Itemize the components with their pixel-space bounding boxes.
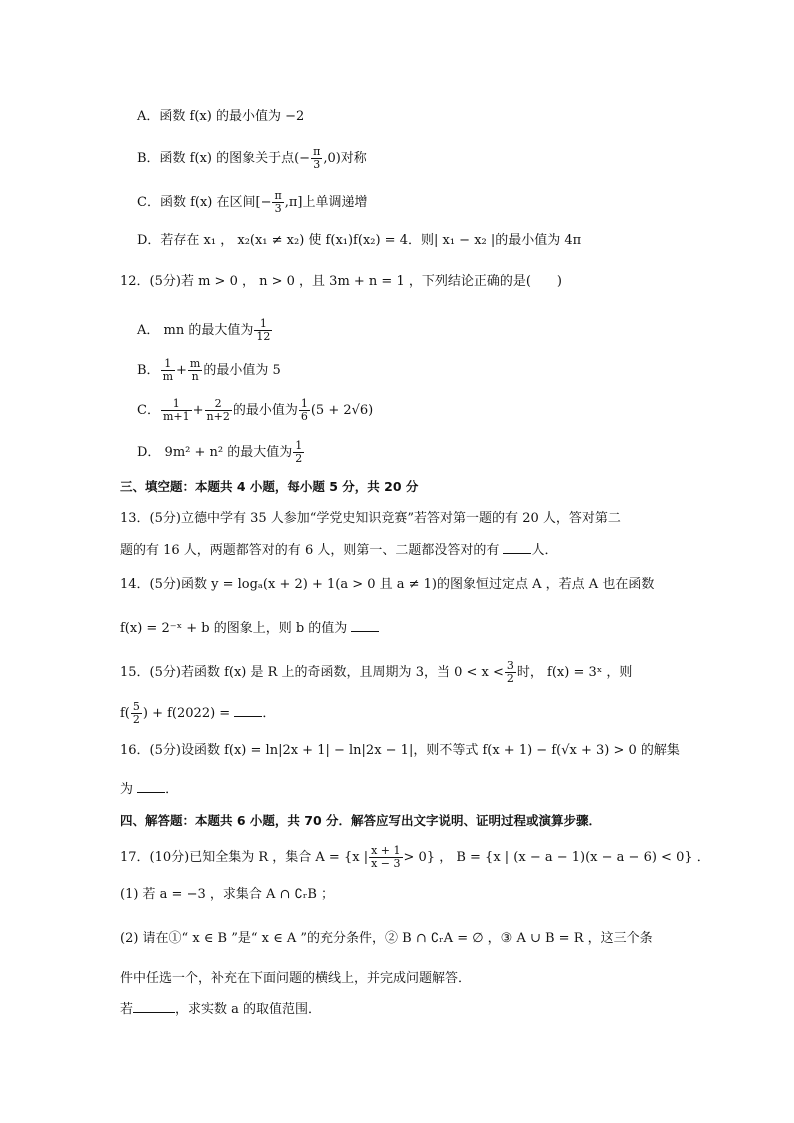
fraction: $\frac{\pi}{3}$ (313, 145, 321, 171)
q15-line1: 15．(5分)若函数 f(x) 是 R 上的奇函数，且周期为 3，当 0 < x < $\frac{3}{2}$ 时， f(x) = 3ˣ ，则 (120, 659, 633, 685)
q16-line2: 为 ． (120, 782, 179, 797)
fraction: $\frac{1}{m+1}$ (162, 397, 190, 423)
q12-option-a: A． mn 的最大值为 $\frac{1}{12}$ (137, 317, 271, 343)
q17-stem: 17．(10分)已知全集为 R ，集合 A = {x | $\frac{x + 1}{x - 3}$ > 0} ， B = {x | (x − a − 1)(x − a − 6) < 0} ． (120, 844, 710, 870)
answer-blank[interactable] (234, 704, 262, 717)
answer-blank[interactable] (137, 780, 165, 793)
fraction: $\frac{1}{12}$ (256, 317, 271, 343)
q12-stem: 12．(5分)若 m > 0 ， n > 0 ，且 3m + n = 1 ，下列结论正确的是( ) (120, 274, 563, 289)
q17-part1: (1) 若 a = −3 ，求集合 A ∩ ∁ᵣB ； (120, 887, 335, 902)
q17-part3: 若 ，求实数 a 的取值范围． (120, 1002, 322, 1017)
q15-line2: f( $\frac{5}{2}$ ) + f(2022) = ． (120, 700, 276, 726)
fraction: $\frac{2}{n+2}$ (206, 397, 230, 423)
fraction: $\frac{5}{2}$ (132, 700, 140, 726)
fraction: $\frac{3}{2}$ (506, 659, 514, 685)
q12-option-b: B． $\frac{1}{m}$ + $\frac{m}{n}$ 的最小值为 5 (137, 357, 281, 383)
fraction: $\frac{1}{6}$ (300, 397, 308, 423)
fraction: $\frac{\pi}{3}$ (274, 189, 282, 215)
q17-part2-line1: (2) 请在①“ x ∈ B ”是“ x ∈ A ”的充分条件，② B ∩ ∁ᵣA = ∅ ，③ A ∪ B = R ，这三个条 (120, 931, 653, 946)
q12-option-d: D． 9m² + n² 的最大值为 $\frac{1}{2}$ (137, 439, 303, 465)
answer-blank[interactable] (351, 619, 379, 632)
fraction: $\frac{x + 1}{x - 3}$ (371, 844, 401, 870)
answer-blank[interactable] (503, 541, 531, 554)
section-heading-fill-in: 三、填空题：本题共 4 小题，每小题 5 分，共 20 分 (120, 479, 419, 494)
q11-option-a: A．函数 f(x) 的最小值为 −2 (137, 109, 305, 124)
q17-part2-line2: 件中任选一个，补充在下面问题的横线上，并完成问题解答． (120, 971, 472, 986)
q16-line1: 16．(5分)设函数 f(x) = ln|2x + 1| − ln|2x − 1|，则不等式 f(x + 1) − f(√x + 3) > 0 的解集 (120, 743, 680, 758)
fraction: $\frac{1}{m}$ (162, 357, 173, 383)
q11-option-b: B．函数 f(x) 的图象关于点(− $\frac{\pi}{3}$ ,0)对称 (137, 145, 367, 171)
q14-line1: 14．(5分)函数 y = logₐ(x + 2) + 1(a > 0 且 a ≠ 1)的图象恒过定点 A ，若点 A 也在函数 (120, 577, 655, 592)
q14-line2: f(x) = 2⁻ˣ + b 的图象上，则 b 的值为 (120, 619, 379, 638)
fraction: $\frac{1}{2}$ (295, 439, 303, 465)
q13-line2: 题的有 16 人，两题都答对的有 6 人，则第一、二题都没答对的有 人． (120, 543, 558, 558)
answer-blank[interactable] (133, 1000, 175, 1013)
q11-option-d: D．若存在 x₁ ， x₂(x₁ ≠ x₂) 使 f(x₁)f(x₂) = 4．则| x₁ − x₂ |的最小值为 4π (137, 233, 582, 248)
q12-option-c: C． $\frac{1}{m+1}$ + $\frac{2}{n+2}$ 的最小值为 $\frac{1}{6}$ (5 + 2√6) (137, 397, 374, 423)
fraction: $\frac{m}{n}$ (189, 357, 201, 383)
q11-option-c: C．函数 f(x) 在区间[− $\frac{\pi}{3}$ ,π]上单调递增 (137, 189, 368, 215)
section-heading-solutions: 四、解答题：本题共 6 小题，共 70 分．解答应写出文字说明、证明过程或演算步骤． (120, 813, 602, 828)
q13-line1: 13．(5分)立德中学有 35 人参加“学党史知识竞赛”若答对第一题的有 20 人，答对第二 (120, 511, 621, 526)
